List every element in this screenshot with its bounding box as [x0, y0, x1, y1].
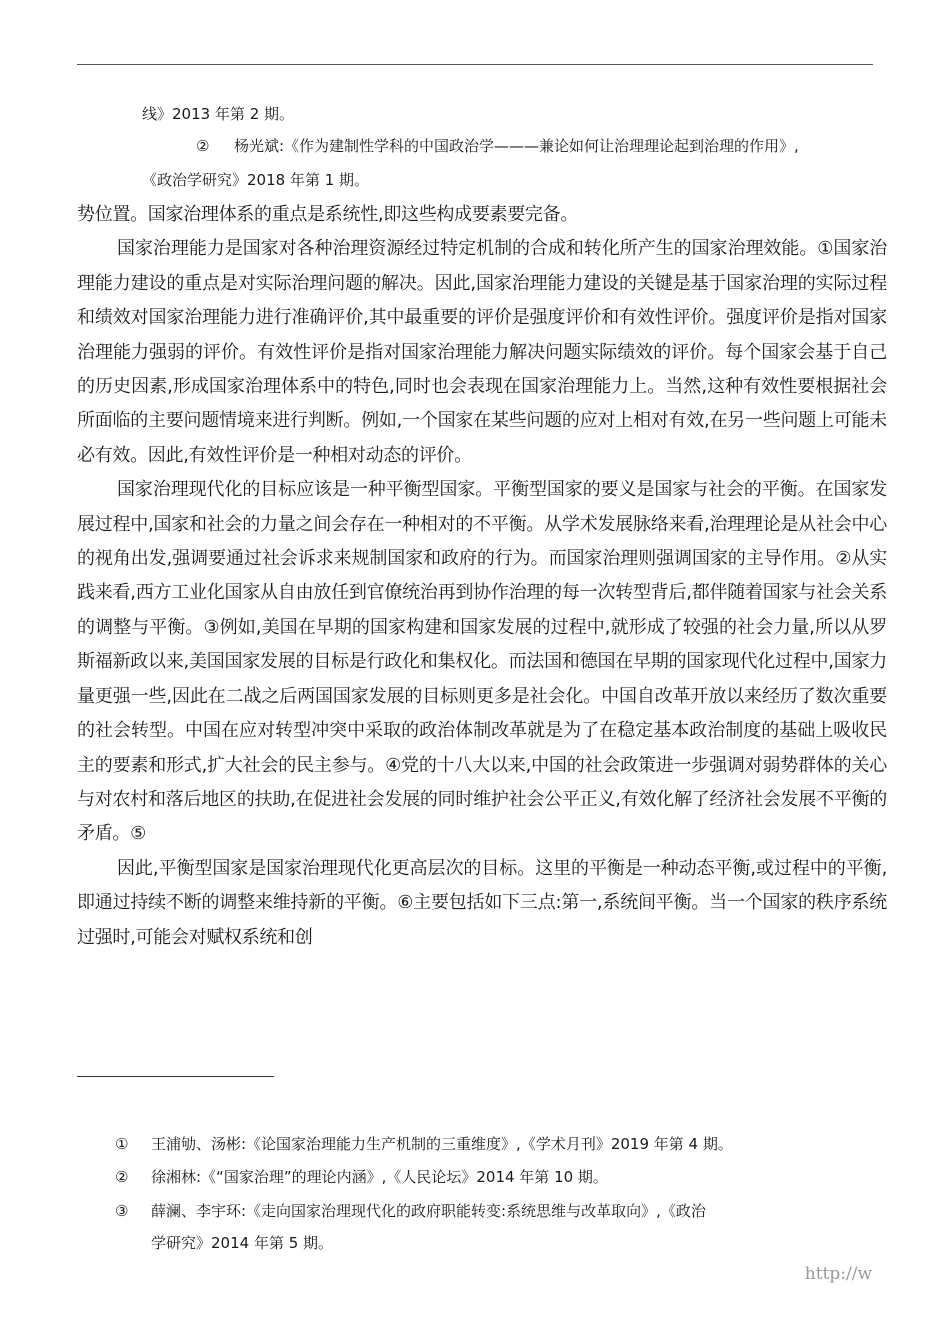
paragraph-2: 国家治理能力是国家对各种治理资源经过特定机制的合成和转化所产生的国家治理效能。①国家治理能力建设的重点是对实际治理问题的解决。因此,国家治理能力建设的关键是基于国家治理的实际过程和绩效对国家治理能力进行准确评价,其中最重要的评价是强度评价和有效性评价。强度评价是指对国家治理能力强弱的评价。有效性评价是指对国家治理能力解决问题实际绩效的评价。每个国家会基于自己的历史因素,形成国家治理体系中的特色,同时也会表现在国家治理能力上。当然,这种有效性要根据社会所面临的主要问题情境来进行判断。例如,一个国家在某些问题的应对上相对有效,在另一些问题上可能未必有效。因此,有效性评价是一种相对动态的评价。 [77, 238, 887, 466]
footnote-text: 徐湘林:《“国家治理”的理论内涵》,《人民论坛》2014 年第 10 期。 [151, 1168, 608, 1186]
body-text [77, 198, 887, 955]
paragraph-1: 势位置。国家治理体系的重点是系统性,即这些构成要素要完备。 [77, 204, 579, 225]
paragraph-3: 国家治理现代化的目标应该是一种平衡型国家。平衡型国家的要义是国家与社会的平衡。在国家发展过程中,国家和社会的力量之间会存在一种相对的不平衡。从学术发展脉络来看,治理理论是从社会中心的视角出发,强调要通过社会诉求来规制国家和政府的行为。而国家治理则强调国家的主导作用。②从实践来看,西方工业化国家从自由放任到官僚统治再到协作治理的每一次转型背后,都伴随着国家与社会关系的调整与平衡。③例如,美国在早期的国家构建和国家发展的过程中,就形成了较强的社会力量,所以从罗斯福新政以来,美国国家发展的目标是行政化和集权化。而法国和德国在早期的国家现代化过程中,国家力量更强一些,因此在二战之后两国国家发展的目标则更多是社会化。中国自改革开放以来经历了数次重要的社会转型。中国在应对转型冲突中采取的政治体制改革就是为了在稳定基本政治制度的基础上吸收民主的要素和形式,扩大社会的民主参与。④党的十八大以来,中国的社会政策进一步强调对弱势群体的关心与对农村和落后地区的扶助,在促进社会发展的同时维护社会公平正义,有效化解了经济社会发展不平衡的矛盾。⑤ [77, 479, 887, 845]
watermark-url: http://w [804, 1264, 872, 1284]
carryover-footnote-2 [196, 136, 799, 156]
footnote-number: ① [115, 1135, 129, 1153]
footnote-2 [115, 1167, 608, 1187]
carryover-footnote-line-1: 线》2013 年第 2 期。 [142, 105, 295, 123]
footnote-number: ③ [115, 1202, 129, 1220]
header-rule [77, 64, 873, 65]
footnote-text: 杨光斌:《作为建制性学科的中国政治学———兼论如何让治理理论起到治理的作用》, [234, 137, 799, 155]
footnote-separator [77, 1076, 274, 1077]
footnote-1 [115, 1134, 733, 1154]
footnote-text: 薛澜、李宇环:《走向国家治理现代化的政府职能转变:系统思维与改革取向》,《政治 [151, 1202, 706, 1220]
footnote-number: ② [196, 137, 210, 155]
carryover-footnote-line-3: 《政治学研究》2018 年第 1 期。 [142, 171, 370, 189]
footnote-number: ② [115, 1168, 129, 1186]
footnote-3-continuation: 学研究》2014 年第 5 期。 [151, 1234, 334, 1252]
footnote-3 [115, 1201, 706, 1221]
paragraph-4: 因此,平衡型国家是国家治理现代化更高层次的目标。这里的平衡是一种动态平衡,或过程中的平衡,即通过持续不断的调整来维持新的平衡。⑥主要包括如下三点:第一,系统间平衡。当一个国家的秩序系统过强时,可能会对赋权系统和创 [77, 857, 887, 948]
footnote-text: 王浦劬、汤彬:《论国家治理能力生产机制的三重维度》,《学术月刊》2019 年第 4 期。 [151, 1135, 733, 1153]
